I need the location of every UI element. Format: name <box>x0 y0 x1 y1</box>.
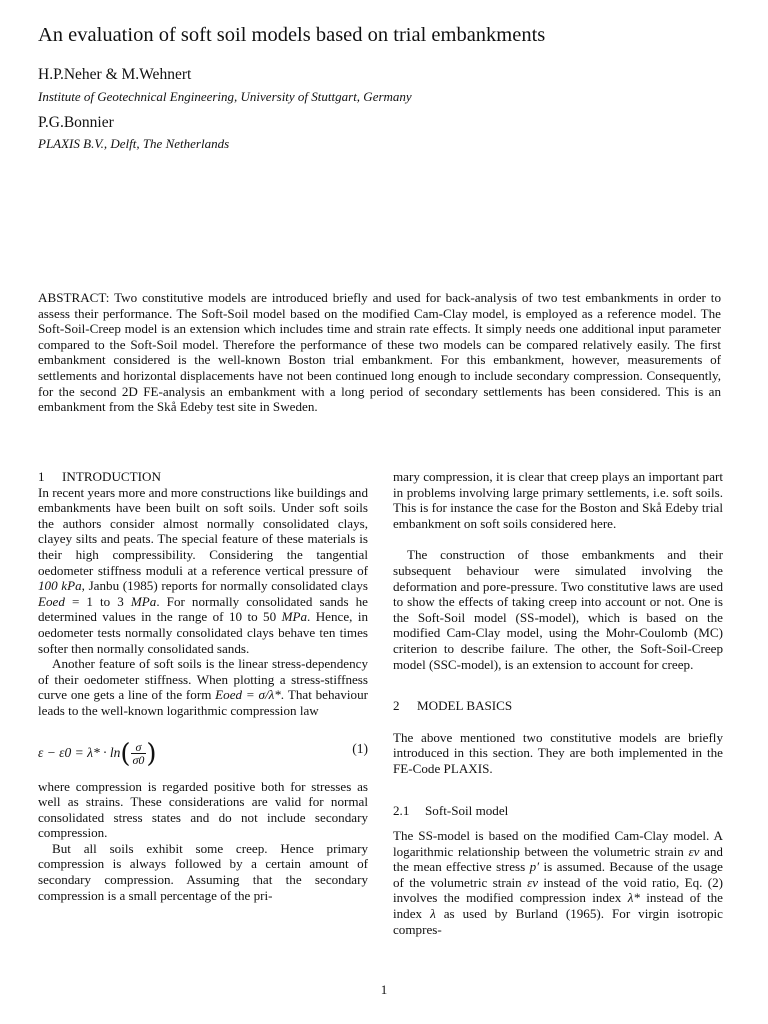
paper-title: An evaluation of soft soil models based on trial embankments <box>38 24 546 46</box>
section-heading-introduction <box>38 469 368 485</box>
author-affiliation-1: Institute of Geotechnical Engineering, University of Stuttgart, Germany <box>38 89 412 104</box>
equation-lhs: ε − ε0 = λ* · ln <box>38 744 121 760</box>
text-run: instead of the index <box>393 890 723 922</box>
intro-paragraph-6: The construction of those embankments and their subsequent behaviour were simulated involving the deformation and pore-pressure. Two constitutive laws are used to show the effects of taking creep into account or not. One is the Soft-Soil model (SS-model), which is based on the modified Cam-Clay model, using the Mohr-Coulomb (MC) criterion to describe failure. The other, the Soft-Soil-Creep model (SSC-model), is an extension to account for creep. <box>393 547 723 672</box>
subsection-heading-soft-soil <box>393 803 723 819</box>
equation-fraction <box>131 741 147 766</box>
intro-paragraph-3: where compression is regarded positive both for stresses as well as strains. These considerations are valid for normal consolidated stress states and do not include secondary compression. <box>38 778 368 841</box>
text-run: . That behaviour leads to the well-known logarithmic compression law <box>38 687 368 718</box>
text-run: . For normally consolidated sands he determined values in the range of 10 to 50 <box>38 593 368 625</box>
page-number: 1 <box>380 982 388 997</box>
math-inline: 100 kPa <box>38 578 82 594</box>
text-run: In recent years more and more constructions like buildings and embankments have been built on soft soils. Under soft soils the authors consider almost normally consolidated clays, clayey silts and peats. The special feature of these materials is their high compressibility. Considering the tangential oedometer stiffness moduli at a reference vertical pressure of <box>38 484 368 578</box>
paren-right: ) <box>146 738 157 769</box>
section-number: 1 <box>38 469 45 484</box>
text-run: , Janbu (1985) reports for normally consolidated clays <box>81 578 368 594</box>
right-column <box>393 469 723 937</box>
text-run: is assumed. Because of the usage of the volumetric strain <box>393 859 723 890</box>
text-run: The SS-model is based on the modified Cam-Clay model. A logarithmic relationship between the volumetric strain <box>393 828 723 859</box>
abstract: ABSTRACT: Two constitutive models are introduced briefly and used for back-analysis of two test embankments in order to assess their performance. The Soft-Soil model based on the modified Cam-Clay model, is employed as a reference model. The Soft-Soil-Creep model is an extension which includes time and strain rate effects. It simply needs one additional input parameter compared to the Soft-Soil model. Therefore the performance of these two models can be compared relatively easily. The first embankment considered is the well-known Boston trial embankment. For this embankment, however, measurements of settlements and horizontal displacements have not been continued long enough to include secondary compression. Consequently, for the second 2D FE-analysis an embankment with a long period of secondary settlements has been considered. This is an embankment from the Skå Edeby test site in Sweden. <box>38 290 721 415</box>
fraction-numerator: σ <box>131 741 147 754</box>
text-run: Another feature of soft soils is the linear stress-dependency of their oedometer stiffness. When plotting a stress-stiffness curve one gets a line of the form <box>38 656 368 703</box>
text-run: instead of the void ratio, Eq. (2) involves the modified compression index <box>393 874 724 906</box>
text-run: . Hence, in oedometer tests normally consolidated clays behave ten times softer then normally consolidated sands. <box>38 609 368 656</box>
math-inline: p′ <box>529 859 540 875</box>
math-inline: εv <box>527 874 539 890</box>
text-run: = 1 to 3 <box>64 593 131 609</box>
equation-body <box>38 738 157 769</box>
equation-number: (1) <box>352 740 368 756</box>
section-title: Soft-Soil model <box>425 802 509 818</box>
math-inline: MPa <box>281 609 308 625</box>
text-run: and the mean effective stress <box>393 843 723 875</box>
section-number: 2.1 <box>393 802 410 818</box>
math-inline: Eoed <box>38 593 65 609</box>
section-title: MODEL BASICS <box>417 698 513 714</box>
math-inline: λ <box>430 906 436 922</box>
math-inline: Eoed = σ/λ* <box>215 687 281 703</box>
intro-paragraph-4: But all soils exhibit some creep. Hence primary compression is always followed by a certain amount of secondary compression. Assuming that the secondary compression is a small percentage of the pri- <box>38 840 368 903</box>
text-run: as used by Burland (1965). For virgin isotropic compres- <box>393 906 723 937</box>
intro-paragraph-1 <box>38 485 368 657</box>
author-names-1: H.P.Neher & M.Wehnert <box>38 66 192 83</box>
math-inline: MPa <box>130 593 157 609</box>
author-affiliation-2: PLAXIS B.V., Delft, The Netherlands <box>38 136 230 151</box>
section-title: INTRODUCTION <box>62 469 161 484</box>
intro-paragraph-2 <box>38 656 368 718</box>
math-inline: εv <box>688 843 700 859</box>
fraction-denominator: σ0 <box>132 753 145 767</box>
left-column <box>38 469 368 903</box>
equation-1 <box>38 731 368 771</box>
math-inline: λ* <box>627 890 640 906</box>
softsoil-paragraph-1 <box>393 828 723 937</box>
author-names-2: P.G.Bonnier <box>38 114 114 131</box>
basics-paragraph-1: The above mentioned two constitutive models are briefly introduced in this section. They are both implemented in the FE-Code PLAXIS. <box>393 729 723 776</box>
intro-paragraph-5: mary compression, it is clear that creep plays an important part in problems involving large primary settlements, i.e. soft soils. This is for instance the case for the Boston and Skå Edeby trial embankment on soft soils considered here. <box>393 469 723 531</box>
section-heading-model-basics <box>393 698 723 714</box>
paren-left: ( <box>120 738 131 769</box>
section-number: 2 <box>393 698 400 714</box>
